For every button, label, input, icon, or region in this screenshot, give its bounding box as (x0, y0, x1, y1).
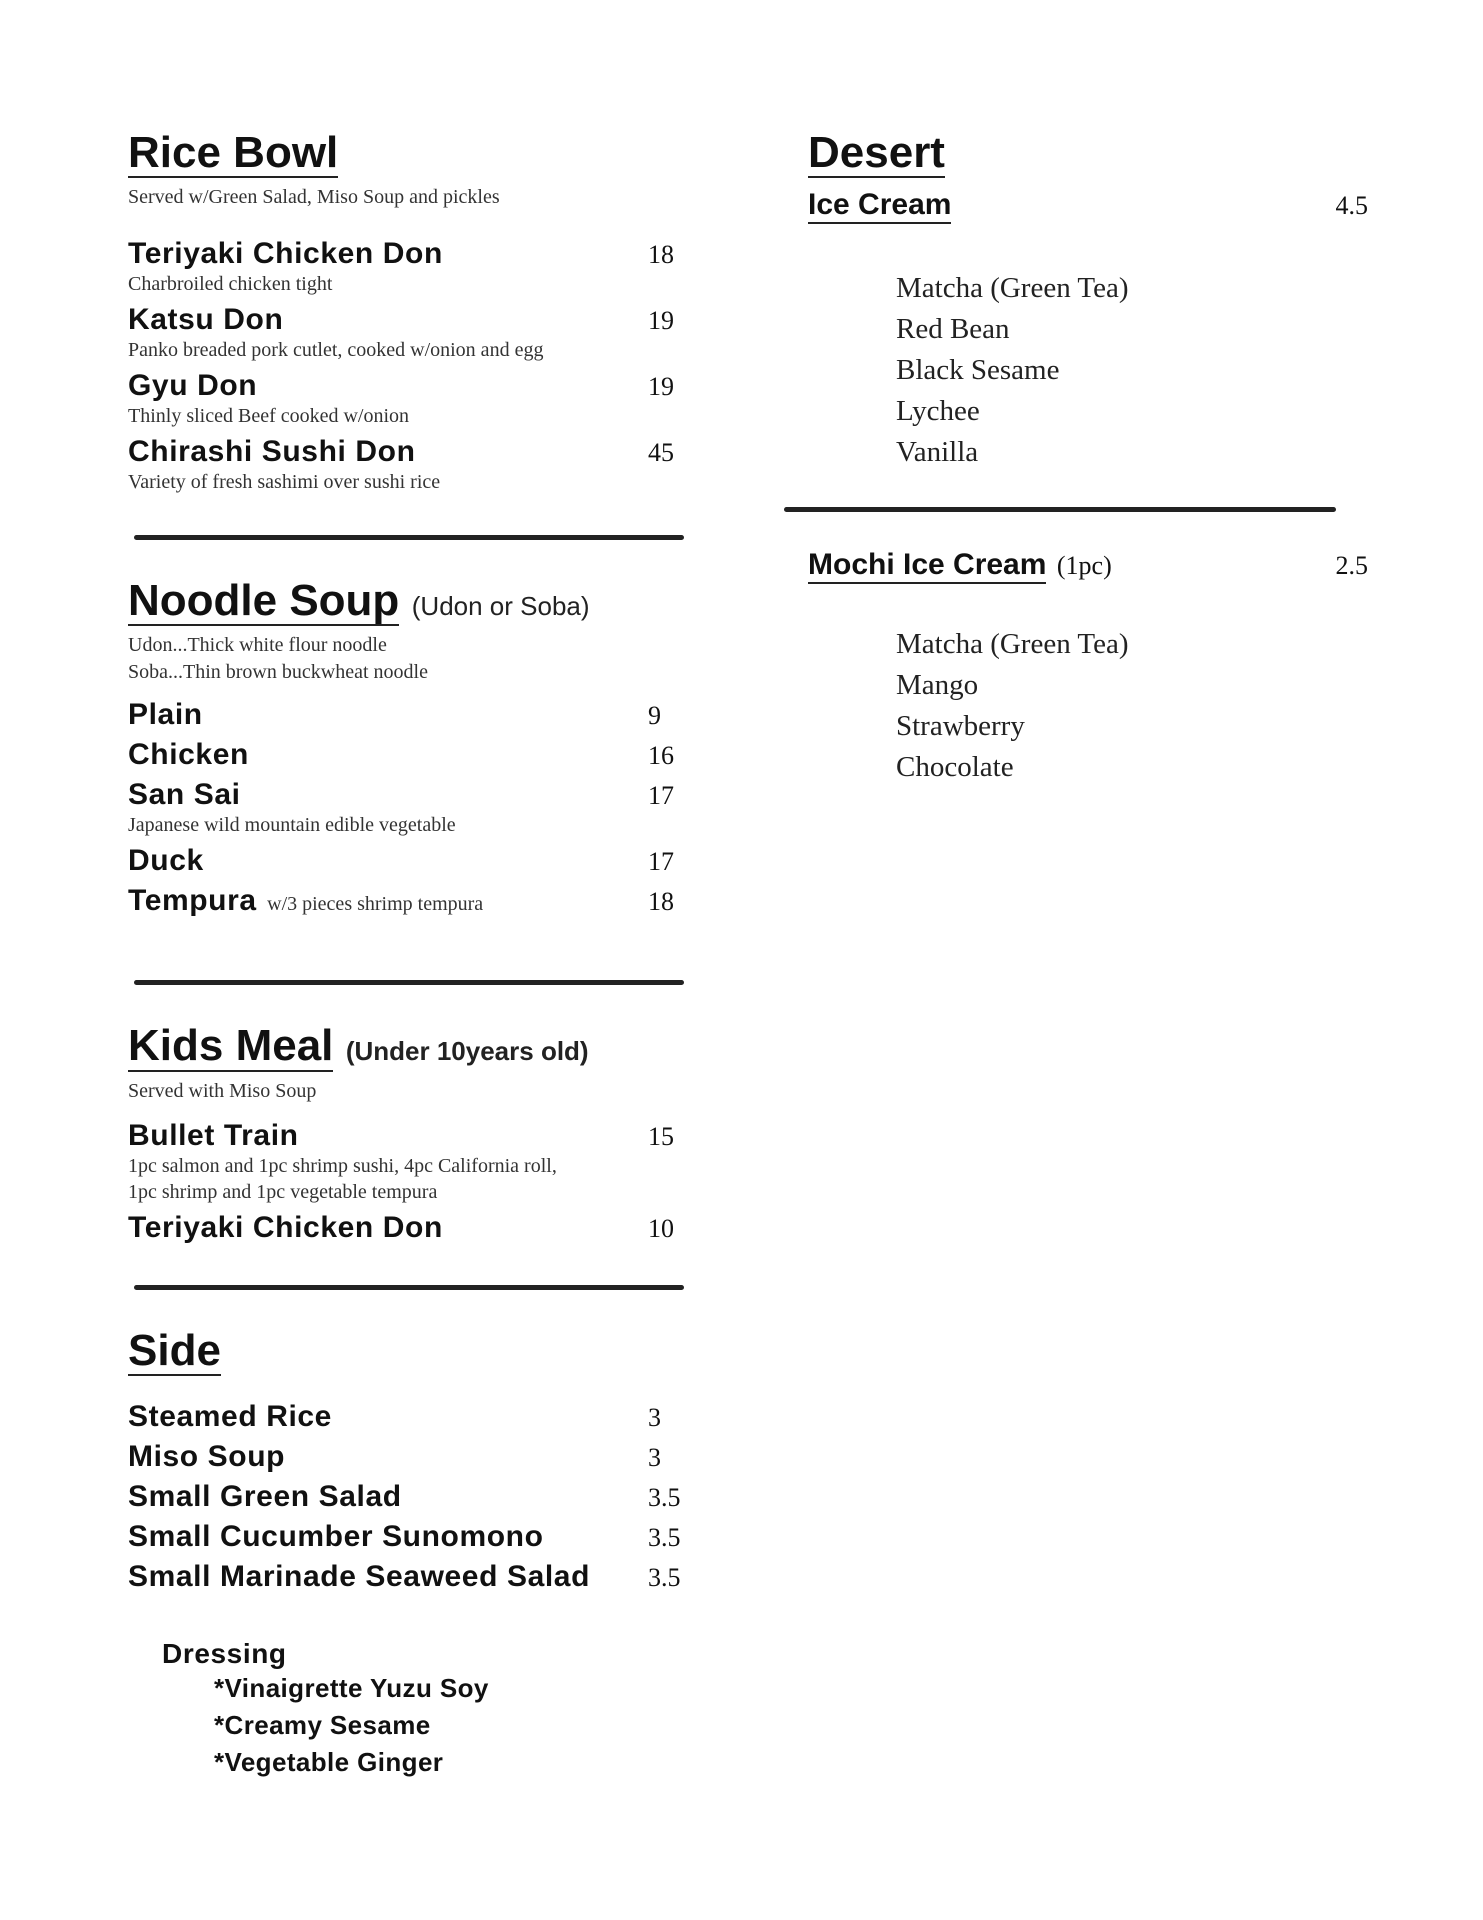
menu-item (128, 884, 688, 918)
menu-item (128, 778, 688, 812)
rice-bowl-note: Served w/Green Salad, Miso Soup and pickles (128, 186, 500, 209)
item-name: Tempura (128, 884, 257, 918)
item-desc: Variety of fresh sashimi over sushi rice (128, 471, 441, 494)
item-desc: Charbroiled chicken tight (128, 273, 333, 296)
dressing-option: *Vegetable Ginger (214, 1746, 444, 1777)
item-price: 17 (648, 781, 674, 811)
menu-item (128, 1560, 688, 1594)
item-name: Gyu Don (128, 369, 258, 403)
menu-item (128, 1400, 688, 1434)
item-price: 3 (648, 1442, 661, 1472)
flavor-item: Chocolate (896, 751, 1014, 784)
item-desc: Panko breaded pork cutlet, cooked w/onion and egg (128, 339, 544, 362)
flavor-item: Lychee (896, 395, 980, 428)
item-name: Teriyaki Chicken Don (128, 1210, 443, 1244)
menu-item (128, 435, 688, 469)
item-name: Small Cucumber Sunomono (128, 1519, 544, 1553)
mochi-price: 2.5 (1335, 551, 1368, 581)
item-price: 3.5 (648, 1522, 681, 1552)
menu-item (128, 1520, 688, 1554)
ice-cream-flavors (896, 268, 1368, 473)
section-divider (134, 1285, 684, 1290)
item-price: 3.5 (648, 1562, 681, 1592)
mochi-subtitle: (1pc) (1056, 551, 1112, 581)
item-name: Small Marinade Seaweed Salad (128, 1559, 590, 1593)
rice-bowl-section (128, 130, 688, 495)
right-column (808, 130, 1368, 788)
dressing-option: *Vinaigrette Yuzu Soy (214, 1672, 489, 1703)
menu-item (128, 698, 688, 732)
item-price: 18 (648, 240, 674, 270)
flavor-item: Matcha (Green Tea) (896, 628, 1129, 661)
ice-cream-title: Ice Cream (808, 188, 951, 224)
section-divider (134, 980, 684, 985)
flavor-item: Red Bean (896, 313, 1010, 346)
item-price: 16 (648, 741, 674, 771)
item-name: Steamed Rice (128, 1399, 332, 1433)
section-title-kids-meal: Kids Meal (128, 1021, 334, 1071)
menu-item (128, 844, 688, 878)
side-section (128, 1325, 688, 1781)
menu-item (128, 1211, 688, 1245)
item-name: Miso Soup (128, 1439, 286, 1473)
menu-item (128, 1480, 688, 1514)
section-title-side: Side (128, 1325, 221, 1375)
item-name: Duck (128, 844, 204, 878)
item-desc: Japanese wild mountain edible vegetable (128, 814, 456, 837)
mochi-flavors (896, 624, 1368, 788)
menu-item (128, 237, 688, 271)
item-desc: Thinly sliced Beef cooked w/onion (128, 405, 410, 428)
ice-cream-header (808, 188, 1368, 224)
item-price: 10 (648, 1213, 674, 1243)
flavor-item: Strawberry (896, 710, 1025, 743)
section-title-noodle-soup: Noodle Soup (128, 576, 400, 626)
left-column (128, 130, 688, 1781)
item-price: 15 (648, 1121, 674, 1151)
menu-item (128, 369, 688, 403)
item-inline-note: w/3 pieces shrimp tempura (267, 893, 484, 916)
noodle-note-udon: Udon...Thick white flour noodle (128, 634, 387, 657)
item-name: Chirashi Sushi Don (128, 435, 416, 469)
section-title-desert: Desert (808, 128, 945, 177)
item-name: San Sai (128, 778, 241, 812)
section-subtitle: (Under 10years old) (345, 1036, 589, 1067)
mochi-title: Mochi Ice Cream (808, 548, 1046, 584)
item-price: 17 (648, 847, 674, 877)
dressing-title: Dressing (162, 1637, 287, 1669)
item-name: Small Green Salad (128, 1479, 402, 1513)
item-name: Bullet Train (128, 1118, 299, 1152)
noodle-note-soba: Soba...Thin brown buckwheat noodle (128, 661, 428, 684)
section-title-rice-bowl: Rice Bowl (128, 128, 339, 177)
item-price: 19 (648, 306, 674, 336)
item-price: 9 (648, 701, 661, 731)
item-name: Chicken (128, 738, 249, 772)
noodle-soup-section (128, 578, 688, 918)
flavor-item: Vanilla (896, 436, 979, 469)
item-price: 18 (648, 887, 674, 917)
dressing-option: *Creamy Sesame (214, 1709, 431, 1740)
section-divider (134, 535, 684, 540)
item-price: 45 (648, 438, 674, 468)
flavor-item: Mango (896, 669, 979, 702)
dressing-block (162, 1638, 688, 1781)
item-price: 3.5 (648, 1482, 681, 1512)
item-name: Plain (128, 698, 203, 732)
item-desc: 1pc shrimp and 1pc vegetable tempura (128, 1180, 438, 1203)
section-subtitle: (Udon or Soba) (411, 591, 590, 622)
menu-item (128, 303, 688, 337)
flavor-item: Black Sesame (896, 354, 1060, 387)
ice-cream-price: 4.5 (1335, 191, 1368, 221)
kids-meal-note: Served with Miso Soup (128, 1079, 317, 1102)
menu-item (128, 1119, 688, 1153)
flavor-item: Matcha (Green Tea) (896, 272, 1129, 305)
item-name: Teriyaki Chicken Don (128, 237, 443, 271)
item-price: 3 (648, 1402, 661, 1432)
item-price: 19 (648, 372, 674, 402)
item-name: Katsu Don (128, 303, 284, 337)
menu-item (128, 738, 688, 772)
item-desc: 1pc salmon and 1pc shrimp sushi, 4pc California roll, (128, 1154, 557, 1177)
section-divider (784, 507, 1336, 512)
kids-meal-section (128, 1023, 688, 1244)
mochi-header (808, 548, 1368, 584)
menu-item (128, 1440, 688, 1474)
